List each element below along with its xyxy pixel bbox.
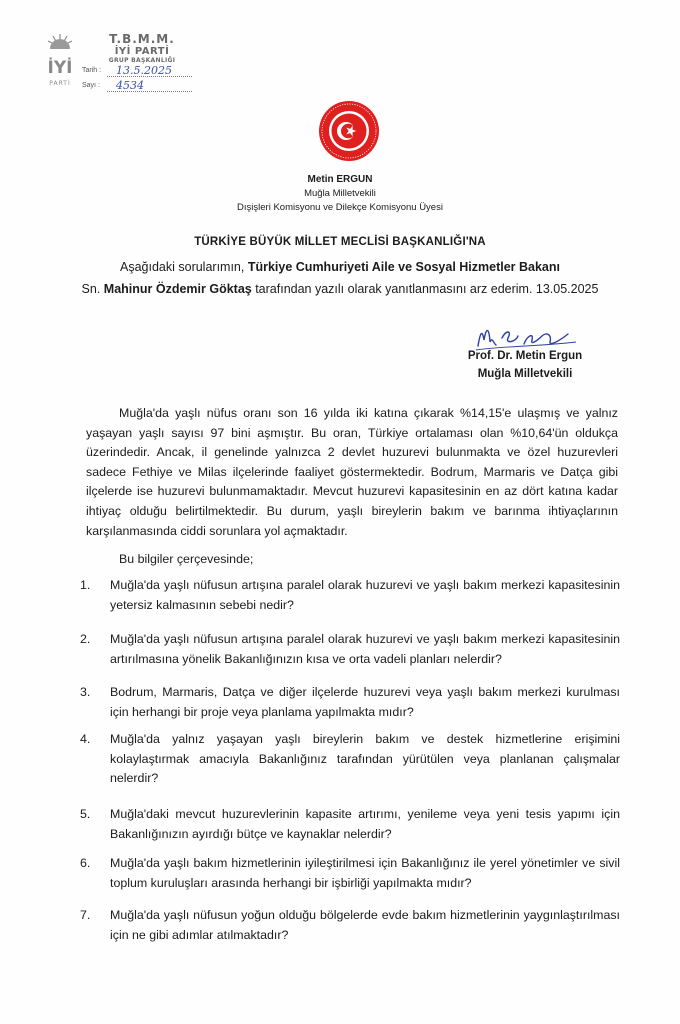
lead-in: Bu bilgiler çerçevesinde; (119, 552, 254, 566)
tbmm-emblem (318, 100, 380, 162)
stamp-date-row (82, 66, 202, 79)
svg-text:PARTİ: PARTİ (49, 80, 71, 87)
handwritten-signature (472, 316, 582, 354)
stamp-number-row (82, 81, 202, 94)
intro-line-1: Aşağıdaki sorularımın, Türkiye Cumhuriyeti Aile ve Sosyal Hizmetler Bakanı (120, 260, 560, 274)
stamp-date-value: 13.5.2025 (116, 64, 172, 77)
sender-constituency: Muğla Milletvekili (304, 188, 376, 199)
registry-stamp (82, 32, 202, 94)
ministry-name: Türkiye Cumhuriyeti Aile ve Sosyal Hizmetler Bakanı (247, 260, 560, 274)
signature-name: Prof. Dr. Metin Ergun (467, 350, 583, 362)
stamp-number-label: Sayı : (82, 82, 100, 89)
svg-text:İYİ: İYİ (47, 58, 73, 78)
sender-committees: Dışişleri Komisyonu ve Dilekçe Komisyonu Üyesi (237, 202, 443, 213)
signature-title: Muğla Milletvekili (477, 368, 573, 380)
stamp-party: İYİ PARTİ (114, 46, 170, 57)
intro-line-2: Sn. Mahinur Özdemir Göktaş tarafından yazılı olarak yanıtlanmasını arz ederim. 13.05.2025 (81, 282, 599, 296)
document-page: İYİ PARTİ T.B.M.M. İYİ PARTİ GRUP BAŞKANLIĞI Tarih : 13.5.2025 Sayı : 4534 Metin ERGUN Muğla Milletvekili Dışişleri Komisyonu ve Dilekçe Komisyonu Üyesi TÜRKİYE BÜYÜK MİLLET MECLİSİ BAŞKANLIĞI'NA Aşağıdaki sorularımın, Türkiye Cumhuriyeti Aile ve Sosyal Hizmetler Bakanı Sn. Mahinur Özdemir Göktaş tarafından yazılı olarak yanıtlanmasını arz ederim. 13.05.2025 Prof. Dr. Metin Ergun Muğla Milletvekili Muğla'da yaşlı nüfus oranı son 16 yılda iki katına çıkarak %14,15'e ulaşmış ve yalnız yaşayan yaşlı sayısı 97 bini aşmıştır. Bu oran, Türkiye ortalaması olan %10,64'ün oldukça üzerindedir. Ancak, il genelinde yalnızca 2 devlet huzurevi bulunmakta ve özel huzurevleri sadece Fethiye ve Milas ilçelerinde faaliyet göstermektedir. Bodrum, Marmaris ve Datça gibi ilçelerde ise huzurevi bulunmamaktadır. Mevcut huzurevi kapasitesinin en az dört katına kadar ihtiyaç olduğu belirtilmektedir. Bu durum, yaşlı bireylerin bakım ve barınma ihtiyaçlarının karşılanmasında ciddi sorunlara yol açmaktadır. Bu bilgiler çerçevesinde; 1. Muğla'da yaşlı nüfusun artışına paralel olarak huzurevi ve yaşlı bakım merkezi kapasitesinin yetersiz kalmasının sebebi nedir? 2. Muğla'da yaşlı nüfusun artışına paralel olarak huzurevi ve yaşlı bakım merkezi kapasitesinin artırılmasına yönelik Bakanlığınızın kısa ve orta vadeli planları nelerdir? 3. Bodrum, Marmaris, Datça ve diğer ilçelerde huzurevi veya yaşlı bakım merkezi kurulması için herhangi bir proje veya planlama yapılmakta mıdır? 4. Muğla'da yalnız yaşayan yaşlı bireylerin bakım ve destek hizmetlerine erişimini kolaylaştırmak amacıyla Bakanlığınız tarafından yürütülen veya planlanan çalışmalar nelerdir? 5. Muğla'daki mevcut huzurevlerinin kapasite artırımı, yenileme veya yeni tesis yapımı için Bakanlığınızın ayırdığı bütçe ve kaynaklar nelerdir? 6. Muğla'da yaşlı bakım hizmetlerinin iyileştirilmesi için Bakanlığınız ile yerel yönetimler ve sivil toplum kuruluşları arasında herhangi bir işbirliği yapılmakta mıdır? 7. Muğla'da yaşlı nüfusun yoğun olduğu bölgelerde evde bakım hizmetlerinin yaygınlaştırılması için ne gibi adımlar atılmaktadır? (0, 0, 680, 1024)
body-paragraph: Muğla'da yaşlı nüfus oranı son 16 yılda iki katına çıkarak %14,15'e ulaşmış ve yalnız yaşayan yaşlı sayısı 97 bini aşmıştır. Bu oran, Türkiye ortalaması olan %10,64'ün oldukça üzerindedir. Ancak, il genelinde yalnızca 2 devlet huzurevi bulunmakta ve özel huzurevleri sadece Fethiye ve Milas ilçelerinde faaliyet göstermektedir. Bodrum, Marmaris ve Datça gibi ilçelerde ise huzurevi bulunmamaktadır. Mevcut huzurevi kapasitesinin en az dört katına kadar ihtiyaç olduğu belirtilmektedir. Bu durum, yaşlı bireylerin bakım ve barınma ihtiyaçlarının karşılanmasında ciddi sorunlara yol açmaktadır. (86, 406, 618, 538)
stamp-group: GRUP BAŞKANLIĞI (108, 57, 176, 64)
addressee-heading: TÜRKİYE BÜYÜK MİLLET MECLİSİ BAŞKANLIĞI'NA (194, 236, 486, 248)
iyi-party-logo (40, 30, 80, 92)
stamp-date-label: Tarih : (82, 67, 102, 74)
stamp-number-value: 4534 (116, 79, 144, 92)
stamp-title: T.B.M.M. (109, 32, 175, 46)
minister-name: Mahinur Özdemir Göktaş (103, 282, 252, 296)
sender-name: Metin ERGUN (307, 174, 373, 185)
